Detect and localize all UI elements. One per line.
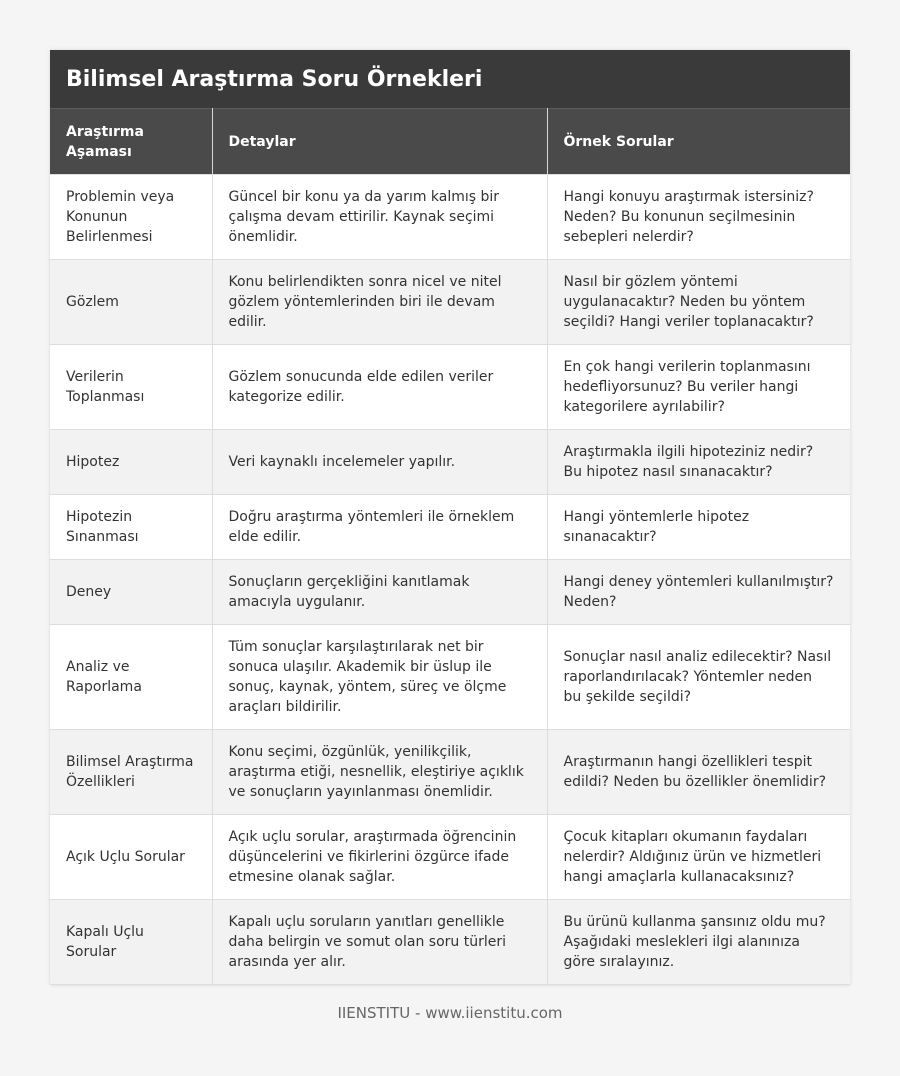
- stage-cell: Deney: [50, 560, 212, 625]
- details-cell: Konu seçimi, özgünlük, yenilikçilik, araştırma etiği, nesnellik, eleştiriye açıklık ve sonuçların yayınlanması önemlidir.: [212, 730, 547, 815]
- questions-cell: Hangi deney yöntemleri kullanılmıştır? Neden?: [547, 560, 850, 625]
- table-row: [50, 175, 850, 260]
- table-row: [50, 730, 850, 815]
- research-table: [50, 108, 850, 985]
- table-row: [50, 345, 850, 430]
- header-details: Detaylar: [212, 109, 547, 175]
- table-row: [50, 625, 850, 730]
- details-cell: Açık uçlu sorular, araştırmada öğrencinin düşüncelerini ve fikirlerini özgürce ifade etmesine olanak sağlar.: [212, 815, 547, 900]
- stage-cell: Problemin veya Konunun Belirlenmesi: [50, 175, 212, 260]
- table-row: [50, 495, 850, 560]
- questions-cell: Nasıl bir gözlem yöntemi uygulanacaktır? Neden bu yöntem seçildi? Hangi veriler toplanacaktır?: [547, 260, 850, 345]
- questions-cell: Araştırmanın hangi özellikleri tespit edildi? Neden bu özellikler önemlidir?: [547, 730, 850, 815]
- table-row: [50, 815, 850, 900]
- questions-cell: Sonuçlar nasıl analiz edilecektir? Nasıl raporlandırılacak? Yöntemler neden bu şekilde seçildi?: [547, 625, 850, 730]
- table-row: [50, 260, 850, 345]
- stage-cell: Hipotez: [50, 430, 212, 495]
- details-cell: Veri kaynaklı incelemeler yapılır.: [212, 430, 547, 495]
- details-cell: Tüm sonuçlar karşılaştırılarak net bir sonuca ulaşılır. Akademik bir üslup ile sonuç, kaynak, yöntem, süreç ve ölçme araçları bildirilir.: [212, 625, 547, 730]
- stage-cell: Analiz ve Raporlama: [50, 625, 212, 730]
- questions-cell: Hangi yöntemlerle hipotez sınanacaktır?: [547, 495, 850, 560]
- table-row: [50, 560, 850, 625]
- table-row: [50, 900, 850, 985]
- details-cell: Kapalı uçlu soruların yanıtları genellikle daha belirgin ve somut olan soru türleri arasında yer alır.: [212, 900, 547, 985]
- table-row: [50, 430, 850, 495]
- header-row: [50, 109, 850, 175]
- details-cell: Doğru araştırma yöntemleri ile örneklem elde edilir.: [212, 495, 547, 560]
- questions-cell: Çocuk kitapları okumanın faydaları nelerdir? Aldığınız ürün ve hizmetleri hangi amaçlarla kullanacaksınız?: [547, 815, 850, 900]
- stage-cell: Verilerin Toplanması: [50, 345, 212, 430]
- details-cell: Konu belirlendikten sonra nicel ve nitel gözlem yöntemlerinden biri ile devam edilir.: [212, 260, 547, 345]
- stage-cell: Gözlem: [50, 260, 212, 345]
- stage-cell: Hipotezin Sınanması: [50, 495, 212, 560]
- details-cell: Gözlem sonucunda elde edilen veriler kategorize edilir.: [212, 345, 547, 430]
- table-card: [50, 50, 850, 985]
- details-cell: Sonuçların gerçekliğini kanıtlamak amacıyla uygulanır.: [212, 560, 547, 625]
- questions-cell: Bu ürünü kullanma şansınız oldu mu? Aşağıdaki meslekleri ilgi alanınıza göre sıralayınız.: [547, 900, 850, 985]
- details-cell: Güncel bir konu ya da yarım kalmış bir çalışma devam ettirilir. Kaynak seçimi önemlidir.: [212, 175, 547, 260]
- stage-cell: Bilimsel Araştırma Özellikleri: [50, 730, 212, 815]
- footer-credit: IIENSTITU - www.iienstitu.com: [337, 1004, 563, 1022]
- questions-cell: Hangi konuyu araştırmak istersiniz? Neden? Bu konunun seçilmesinin sebepleri nelerdir?: [547, 175, 850, 260]
- stage-cell: Kapalı Uçlu Sorular: [50, 900, 212, 985]
- header-questions: Örnek Sorular: [547, 109, 850, 175]
- questions-cell: En çok hangi verilerin toplanmasını hedefliyorsunuz? Bu veriler hangi kategorilere ayrılabilir?: [547, 345, 850, 430]
- stage-cell: Açık Uçlu Sorular: [50, 815, 212, 900]
- table-title: Bilimsel Araştırma Soru Örnekleri: [50, 50, 850, 108]
- header-stage: Araştırma Aşaması: [50, 109, 212, 175]
- questions-cell: Araştırmakla ilgili hipoteziniz nedir? Bu hipotez nasıl sınanacaktır?: [547, 430, 850, 495]
